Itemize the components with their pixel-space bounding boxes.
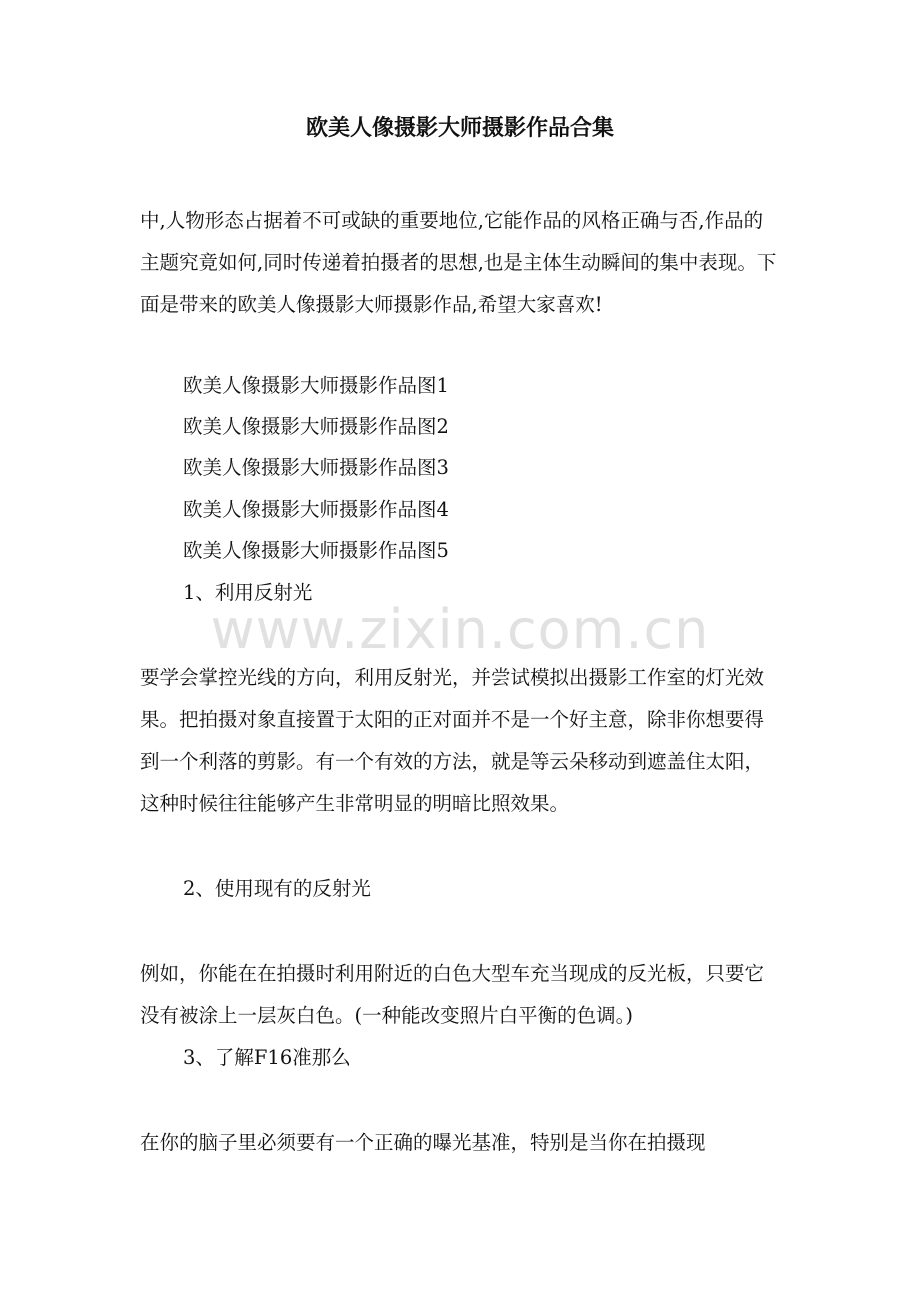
figure-caption-3: 欧美人像摄影大师摄影作品图3: [183, 456, 449, 479]
section-heading-1: 1、利用反射光: [183, 581, 313, 604]
document-title: 欧美人像摄影大师摄影作品合集: [305, 115, 614, 141]
section-body-3: 在你的脑子里必须要有一个正确的曝光基准，特别是当你在拍摄现: [140, 1131, 706, 1154]
figure-caption-2: 欧美人像摄影大师摄影作品图2: [183, 415, 449, 438]
figure-caption-1: 欧美人像摄影大师摄影作品图1: [183, 374, 449, 397]
section-heading-2: 2、使用现有的反射光: [183, 877, 371, 900]
section-body-1: 要学会掌控光线的方向，利用反射光，并尝试模拟出摄影工作室的灯光效果。把拍摄对象直接置于太阳的正对面并不是一个好主意，除非你想要得到一个利落的剪影。有一个有效的方法，就是等云朵移动到遮盖住太阳，这种时候往往能够产生非常明显的明暗比照效果。: [140, 666, 765, 815]
section-body-2: 例如，你能在在拍摄时利用附近的白色大型车充当现成的反光板，只要它没有被涂上一层灰白色。(一种能改变照片白平衡的色调。): [140, 962, 765, 1027]
figure-caption-5: 欧美人像摄影大师摄影作品图5: [183, 539, 449, 562]
figure-caption-4: 欧美人像摄影大师摄影作品图4: [183, 498, 449, 521]
section-heading-3: 3、了解F16准那么: [183, 1046, 351, 1069]
watermark: www.zixin.com.cn: [210, 598, 710, 661]
intro-paragraph: 中,人物形态占据着不可或缺的重要地位,它能作品的风格正确与否,作品的主题究竟如何,同时传递着拍摄者的思想,也是主体生动瞬间的集中表现。下面是带来的欧美人像摄影大师摄影作品,希望大家喜欢!: [140, 209, 777, 316]
